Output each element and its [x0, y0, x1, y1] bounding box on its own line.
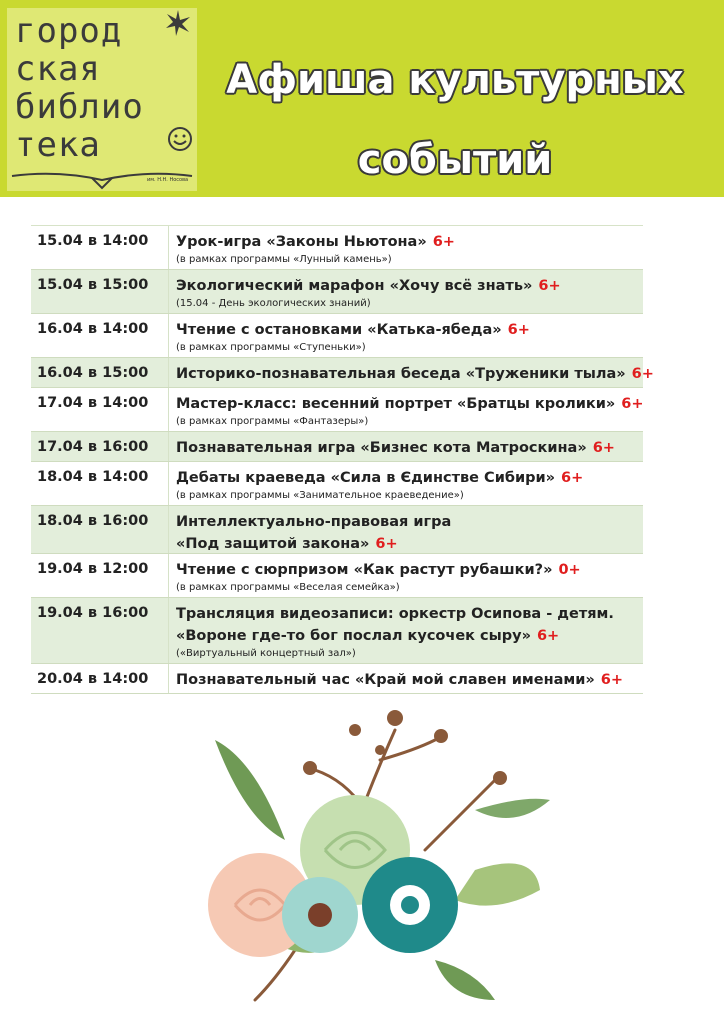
event-note: (в рамках программы «Занимательное краеведение») [176, 490, 464, 501]
event-note: («Виртуальный концертный зал») [176, 648, 356, 659]
header-banner [0, 0, 724, 197]
age-rating: 6+ [432, 234, 455, 250]
event-date: 16.04 в 15:00 [31, 358, 169, 387]
age-rating: 6+ [592, 440, 615, 456]
age-rating: 6+ [507, 322, 530, 338]
event-note: (в рамках программы «Ступеньки») [176, 342, 366, 353]
event-title: Трансляция видеозаписи: оркестр Осипова - детям. [176, 606, 614, 622]
events-schedule [31, 225, 654, 694]
event-date: 20.04 в 14:00 [31, 664, 169, 693]
age-rating: 6+ [631, 366, 654, 382]
logo-line-2: ская [15, 49, 101, 89]
event-row [31, 314, 643, 358]
event-title: Познавательная игра «Бизнес кота Матроскина» [176, 440, 587, 456]
page-title-line-1: Афиша культурных [226, 57, 684, 103]
event-row [31, 506, 643, 554]
smiley-icon [167, 126, 193, 152]
logo-line-3: библио [15, 87, 144, 127]
event-date: 15.04 в 15:00 [31, 270, 169, 313]
event-row [31, 226, 643, 270]
age-rating: 6+ [600, 672, 624, 688]
event-date: 19.04 в 12:00 [31, 554, 169, 597]
age-rating: 6+ [621, 396, 644, 412]
event-date: 18.04 в 14:00 [31, 462, 169, 505]
event-title: Чтение с остановками «Катька-ябеда» [176, 322, 502, 338]
event-row [31, 388, 643, 432]
event-date: 17.04 в 16:00 [31, 432, 169, 461]
logo-subtitle: им. Н.Н. Носова [147, 177, 189, 183]
age-rating: 6+ [538, 278, 561, 294]
event-title: Дебаты краеведа «Сила в Єдинстве Сибири» [176, 470, 556, 486]
event-title: Экологический марафон «Хочу всё знать» [176, 278, 533, 294]
age-rating: 0+ [558, 562, 581, 578]
event-row [31, 432, 643, 462]
event-title: Историко-познавательная беседа «Труженики тыла» [176, 366, 626, 382]
event-title: Мастер-класс: весенний портрет «Братцы кролики» [176, 396, 616, 412]
event-title-2: «Вороне где-то бог послал кусочек сыру» [176, 628, 531, 644]
event-date: 18.04 в 16:00 [31, 506, 169, 553]
star-icon [165, 10, 191, 36]
event-row [31, 664, 643, 694]
event-row [31, 358, 654, 388]
age-rating: 6+ [536, 628, 560, 644]
event-row [31, 462, 643, 506]
age-rating: 6+ [375, 536, 398, 552]
logo-line-1: город [15, 11, 123, 51]
event-date: 17.04 в 14:00 [31, 388, 169, 431]
event-title: Чтение с сюрпризом «Как растут рубашки?» [176, 562, 553, 578]
library-logo [7, 8, 197, 191]
flower-bouquet-illustration [195, 700, 555, 1010]
event-row [31, 598, 643, 664]
event-note: (в рамках программы «Фантазеры») [176, 416, 369, 427]
event-date: 15.04 в 14:00 [31, 226, 169, 269]
event-date: 16.04 в 14:00 [31, 314, 169, 357]
event-note: (в рамках программы «Веселая семейка») [176, 582, 400, 593]
age-rating: 6+ [561, 470, 584, 486]
event-title: Интеллектуально-правовая игра [176, 514, 452, 530]
event-title-2: «Под защитой закона» [176, 536, 370, 552]
event-row [31, 270, 643, 314]
event-note: (в рамках программы «Лунный камень») [176, 254, 392, 265]
logo-line-4: тека [15, 125, 101, 165]
event-date: 19.04 в 16:00 [31, 598, 169, 663]
event-row [31, 554, 643, 598]
page-title-line-2: событий [357, 137, 553, 183]
event-note: (15.04 - День экологических знаний) [176, 298, 371, 309]
event-title: Познавательный час «Край мой славен именами» [176, 672, 595, 688]
event-title: Урок-игра «Законы Ньютона» [176, 234, 427, 250]
